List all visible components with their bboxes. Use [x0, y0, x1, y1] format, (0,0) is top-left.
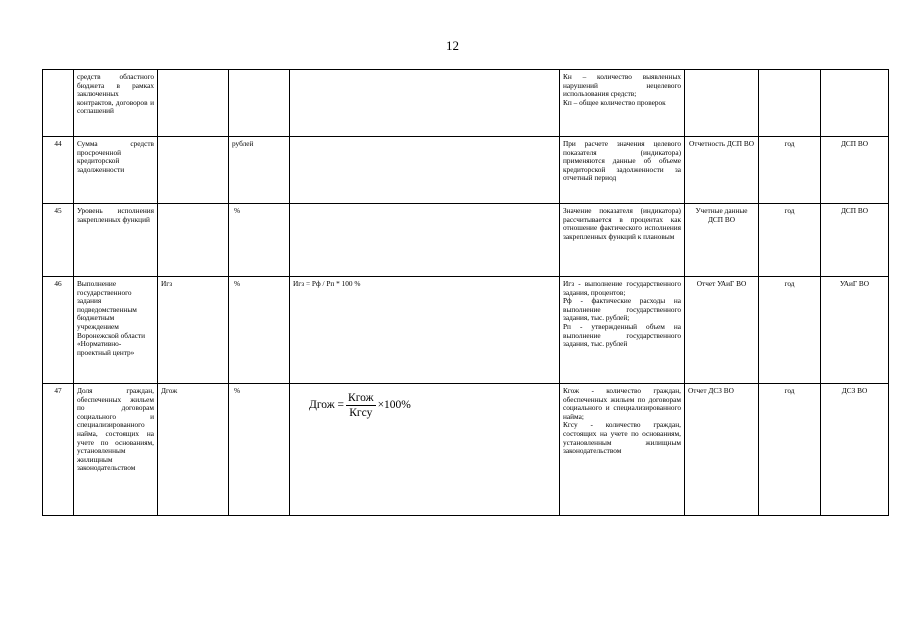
indicator-name: средств областного бюджета в рамках заключенных контрактов, договоров и соглашений: [74, 70, 158, 137]
row-number: 44: [43, 137, 74, 204]
formula-fraction: [346, 391, 376, 420]
row-number: 47: [43, 384, 74, 516]
data-source: [685, 70, 759, 137]
indicator-symbol: [158, 70, 229, 137]
table-row: [43, 277, 889, 384]
period: год: [759, 137, 821, 204]
formula-denominator: Кгсу: [349, 407, 373, 419]
data-source: Учетные данные ДСП ВО: [685, 204, 759, 277]
indicator-name: Доля граждан, обеспеченных жильем по договорам социального и специализированного найма, состоящих на учете по основаниям, установленным жилищным законодательством: [74, 384, 158, 516]
description: При расчете значения целевого показателя (индикатора) применяются данные об объеме кредиторской задолженности за отчетный период: [560, 137, 685, 204]
row-number: 45: [43, 204, 74, 277]
unit: %: [229, 277, 290, 384]
table-row: [43, 70, 889, 137]
unit: рублей: [229, 137, 290, 204]
formula: [290, 384, 560, 516]
formula-lhs: Дгож =: [309, 399, 345, 412]
formula: [290, 137, 560, 204]
description: Кгож - количество граждан, обеспеченных жильем по договорам социального и специализированного найма; Кгсу - количество граждан, состоящих на учете по основаниям, установленным жилищным законодательством: [560, 384, 685, 516]
row-number: [43, 70, 74, 137]
indicator-name: Уровень исполнения закрепленных функций: [74, 204, 158, 277]
indicator-symbol: Игз: [158, 277, 229, 384]
page-number: 12: [446, 38, 459, 53]
description: Кн – количество выявленных нарушений нецелевого использования средств; Кп – общее количество проверок: [560, 70, 685, 137]
unit: %: [229, 204, 290, 277]
responsible: ДСЗ ВО: [821, 384, 889, 516]
period: год: [759, 384, 821, 516]
indicator-name: Сумма средств просроченной кредиторской задолженности: [74, 137, 158, 204]
table-row: [43, 204, 889, 277]
indicator-name: Выполнение государственного задания подведомственным бюджетным учреждением Воронежской области «Нормативно-проектный центр»: [74, 277, 158, 384]
row-number: 46: [43, 277, 74, 384]
indicator-symbol: [158, 204, 229, 277]
formula: Игз = Рф / Рп * 100 %: [290, 277, 560, 384]
responsible: УАиГ ВО: [821, 277, 889, 384]
responsible: [821, 70, 889, 137]
responsible: ДСП ВО: [821, 137, 889, 204]
indicator-symbol: Дгож: [158, 384, 229, 516]
responsible: ДСП ВО: [821, 204, 889, 277]
unit: [229, 70, 290, 137]
fraction-formula: [309, 391, 556, 420]
data-source: Отчет УАиГ ВО: [685, 277, 759, 384]
formula: [290, 70, 560, 137]
formula: [290, 204, 560, 277]
description: Значение показателя (индикатора) рассчитывается в процентах как отношение фактического исполнения закрепленных функций к плановым: [560, 204, 685, 277]
period: год: [759, 277, 821, 384]
formula-numerator: Кгож: [348, 392, 374, 404]
description: Игз - выполнение государственного задания, процентов; Рф - фактические расходы на выполнение государственного задания, тыс. рублей; Рп - утвержденный объем на выполнение государственного задания, тыс. рублей: [560, 277, 685, 384]
table-row: [43, 137, 889, 204]
period: [759, 70, 821, 137]
period: год: [759, 204, 821, 277]
unit: %: [229, 384, 290, 516]
indicator-symbol: [158, 137, 229, 204]
indicators-table: [42, 69, 889, 516]
data-source: Отчетность ДСП ВО: [685, 137, 759, 204]
table-row: [43, 384, 889, 516]
formula-rhs: ×100%: [377, 399, 411, 412]
data-source: Отчет ДСЗ ВО: [685, 384, 759, 516]
